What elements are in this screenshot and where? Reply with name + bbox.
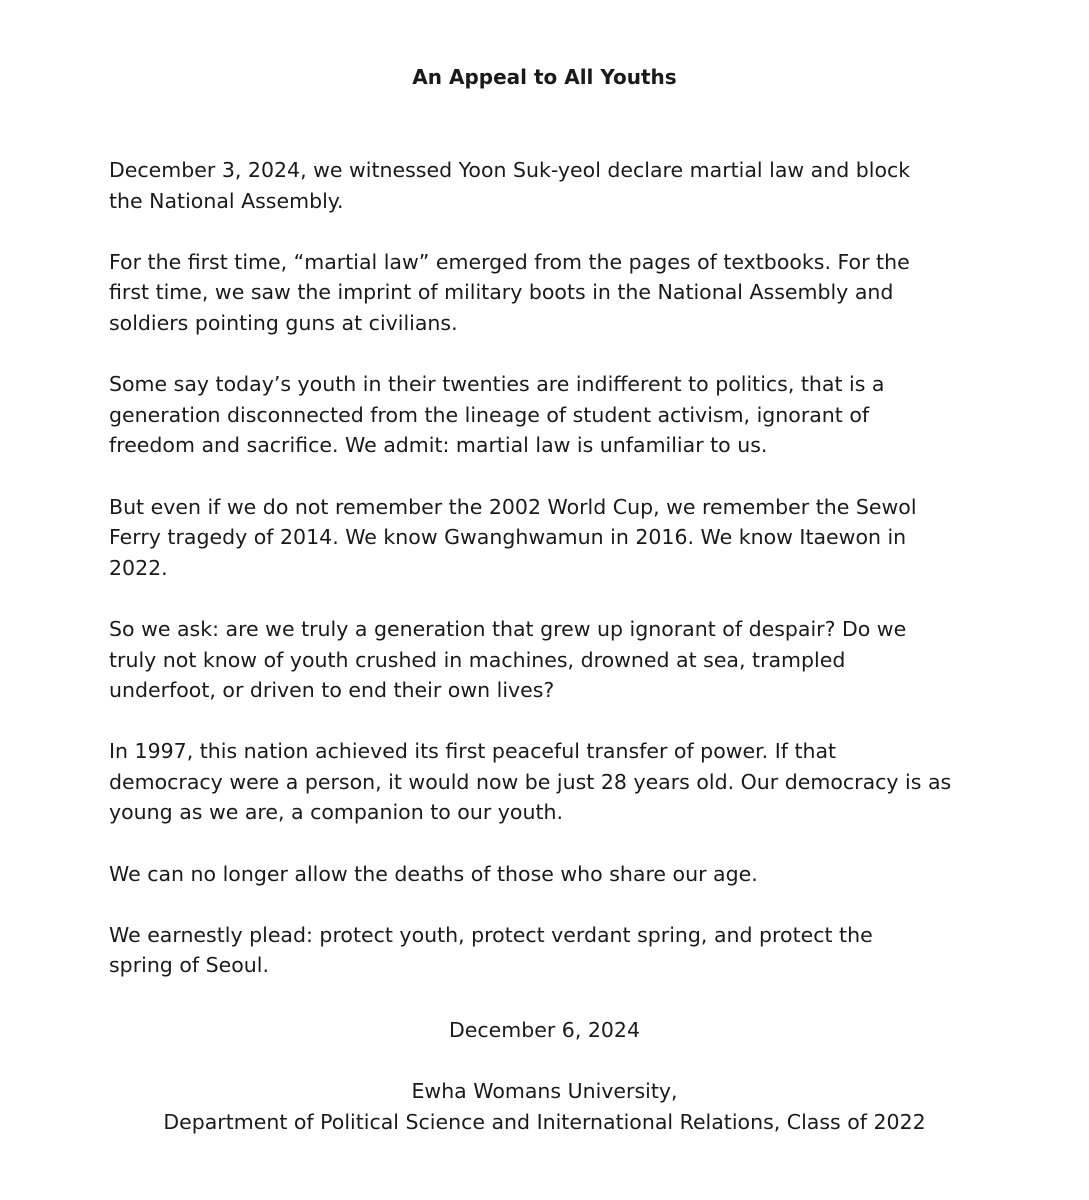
paragraph-line: Ferry tragedy of 2014. We know Gwanghwamun in 2016. We know Itaewon in	[109, 525, 907, 550]
document-body	[109, 155, 1009, 1012]
paragraph-3	[109, 369, 1009, 461]
paragraph-line: In 1997, this nation achieved its first peaceful transfer of power. If that	[109, 739, 837, 764]
paragraph-line: truly not know of youth crushed in machines, drowned at sea, trampled	[109, 647, 846, 672]
paragraph-line: Some say today’s youth in their twenties are indifferent to politics, that is a	[109, 372, 885, 397]
paragraph-8	[109, 920, 1009, 981]
document-date: December 6, 2024	[448, 1018, 641, 1042]
paragraph-line: We can no longer allow the deaths of those who share our age.	[109, 861, 758, 886]
paragraph-line: But even if we do not remember the 2002 World Cup, we remember the Sewol	[109, 494, 917, 519]
signature-block	[0, 1076, 1089, 1137]
paragraph-line: spring of Seoul.	[109, 953, 269, 978]
paragraph-line: first time, we saw the imprint of military boots in the National Assembly and	[109, 280, 894, 305]
paragraph-line: democracy were a person, it would now be just 28 years old. Our democracy is as	[109, 769, 952, 794]
paragraph-2	[109, 247, 1009, 339]
paragraph-line: freedom and sacrifice. We admit: martial law is unfamiliar to us.	[109, 433, 768, 458]
paragraph-line: the National Assembly.	[109, 188, 344, 213]
paragraph-line: young as we are, a companion to our youth.	[109, 800, 563, 825]
paragraph-line: 2022.	[109, 555, 168, 580]
paragraph-6	[109, 736, 1009, 828]
paragraph-line: generation disconnected from the lineage of student activism, ignorant of	[109, 402, 870, 427]
paragraph-line: soldiers pointing guns at civilians.	[109, 310, 458, 335]
paragraph-line: So we ask: are we truly a generation that grew up ignorant of despair? Do we	[109, 616, 907, 641]
document-title: An Appeal to All Youths	[412, 65, 677, 89]
paragraph-5	[109, 614, 1009, 706]
signature-line-2: Department of Political Science and Initernational Relations, Class of 2022	[163, 1109, 926, 1134]
paragraph-1	[109, 155, 1009, 216]
paragraph-4	[109, 492, 1009, 584]
signature-line-1: Ewha Womans University,	[411, 1079, 678, 1103]
paragraph-line: We earnestly plead: protect youth, protect verdant spring, and protect the	[109, 922, 873, 947]
paragraph-line: For the first time, “martial law” emerged from the pages of textbooks. For the	[109, 249, 910, 274]
paragraph-line: underfoot, or driven to end their own lives?	[109, 678, 555, 703]
paragraph-line: December 3, 2024, we witnessed Yoon Suk-yeol declare martial law and block	[109, 158, 911, 182]
paragraph-7	[109, 859, 1009, 890]
